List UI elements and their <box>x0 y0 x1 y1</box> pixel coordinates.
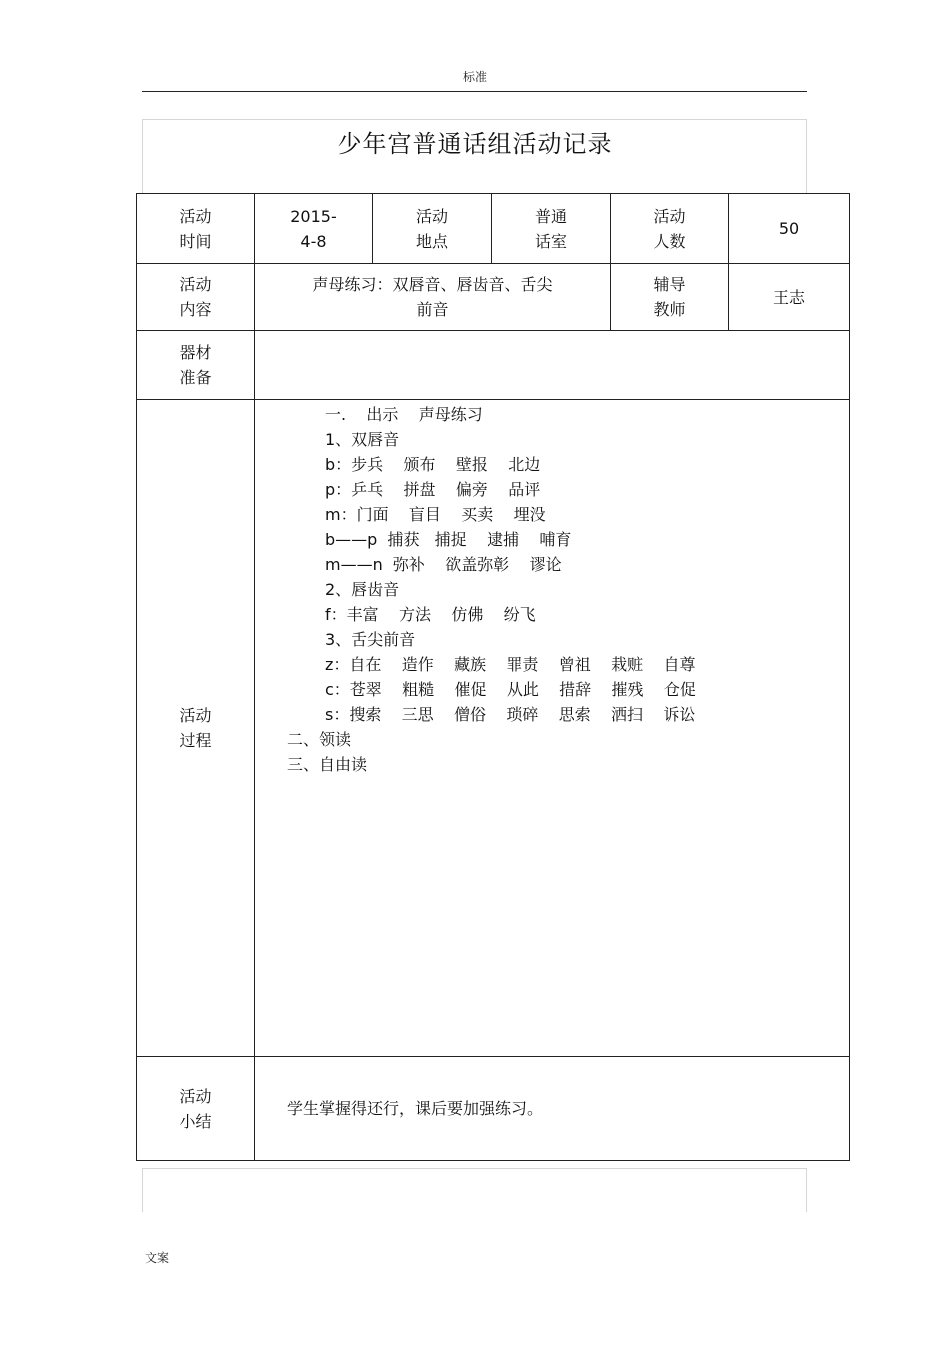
process-line: 1、双唇音 <box>325 430 400 449</box>
process-line: 一. 出示 声母练习 <box>325 405 483 424</box>
activity-place-label: 活动 地点 <box>415 206 448 251</box>
activity-record-table <box>136 193 850 1161</box>
process-line: s：搜索 三思 僧俗 琐碎 思索 洒扫 诉讼 <box>325 705 696 724</box>
activity-count-label-cell <box>611 194 729 264</box>
activity-count-label: 活动 人数 <box>653 206 686 251</box>
activity-count-value-cell <box>729 194 850 264</box>
teacher-value: 王志 <box>772 287 805 307</box>
activity-content-value: 声母练习：双唇音、唇齿音、舌尖 前音 <box>312 275 553 319</box>
table-row-process <box>137 400 850 1057</box>
activity-place-value: 普通 话室 <box>534 206 567 251</box>
process-line: z：自在 造作 藏族 罪责 曾祖 栽赃 自尊 <box>325 655 696 674</box>
process-lines <box>255 400 849 777</box>
process-line: 三、自由读 <box>287 755 368 774</box>
teacher-label: 辅导 教师 <box>653 275 686 319</box>
process-label: 活动 过程 <box>179 706 212 750</box>
process-line: c：苍翠 粗糙 催促 从此 措辞 摧残 仓促 <box>325 680 696 699</box>
process-line: 2、唇齿音 <box>325 580 400 599</box>
summary-label-cell <box>137 1057 255 1161</box>
activity-place-label-cell <box>373 194 492 264</box>
process-line: p：乒乓 拼盘 偏旁 品评 <box>325 480 541 499</box>
summary-label: 活动 小结 <box>179 1086 212 1131</box>
process-line: 二、领读 <box>287 730 352 749</box>
activity-place-value-cell <box>492 194 611 264</box>
header-divider <box>142 91 807 92</box>
process-line: m：门面 盲目 买卖 埋没 <box>325 505 546 524</box>
summary-value: 学生掌握得还行，课后要加强练习。 <box>287 1099 544 1118</box>
page-header: 标准 <box>462 70 487 84</box>
page-footer: 文案 <box>145 1251 170 1265</box>
process-label-cell <box>137 400 255 1057</box>
process-line: f：丰富 方法 仿佛 纷飞 <box>325 605 536 624</box>
table-row-summary <box>137 1057 850 1161</box>
process-line: b——p 捕获 捕捉 逮捕 哺育 <box>325 530 572 549</box>
teacher-value-cell <box>729 264 850 331</box>
activity-time-value: 2015- 4-8 <box>290 206 337 251</box>
equipment-label-cell <box>137 331 255 400</box>
activity-time-value-cell <box>255 194 373 264</box>
summary-value-cell <box>255 1057 850 1161</box>
activity-time-label-cell <box>137 194 255 264</box>
equipment-label: 器材 准备 <box>179 343 212 387</box>
activity-time-label: 活动 时间 <box>179 206 212 251</box>
equipment-value-cell <box>255 331 850 400</box>
document-title: 少年宫普通话组活动记录 <box>337 130 613 158</box>
table-row-content <box>137 264 850 331</box>
teacher-label-cell <box>611 264 729 331</box>
activity-content-value-cell <box>255 264 611 331</box>
process-line: b：步兵 颁布 壁报 北边 <box>325 455 541 474</box>
activity-content-label: 活动 内容 <box>179 275 212 319</box>
activity-count-value: 50 <box>778 219 800 238</box>
process-line: 3、舌尖前音 <box>325 630 416 649</box>
bottom-frame <box>142 1168 807 1212</box>
table-row-equipment <box>137 331 850 400</box>
activity-content-label-cell <box>137 264 255 331</box>
process-line: m——n 弥补 欲盖弥彰 谬论 <box>325 555 562 574</box>
table-row-basic-info <box>137 194 850 264</box>
process-value-cell <box>255 400 850 1057</box>
